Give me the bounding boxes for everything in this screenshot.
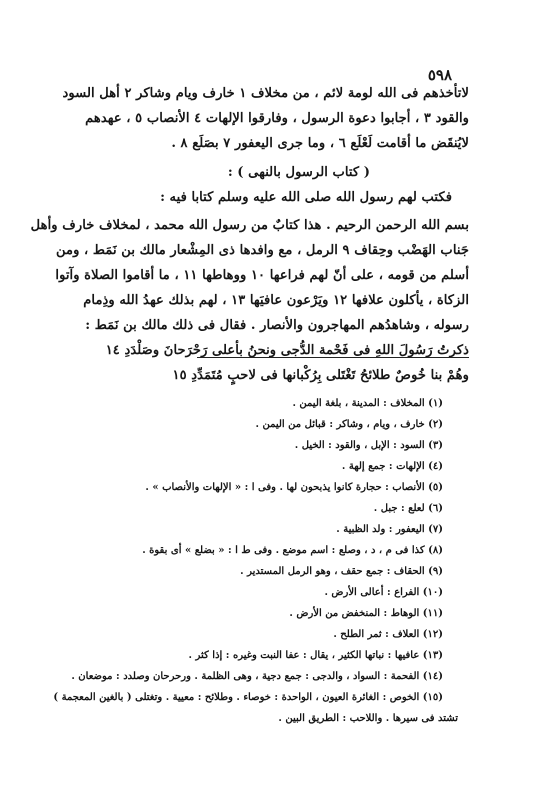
footnote: (١١) الوهاط : المنخفض من الأرض . bbox=[289, 608, 443, 619]
text-line: الزكاة ، يأكلون علافها ١٢ ويَرْعون عافيَها ١٣ ، لهم بذلك عهدُ الله وذِمام bbox=[83, 293, 469, 308]
text-line: بسم الله الرحمن الرحيم . هذا كتابٌ من رسول الله محمد ، لمخلاف خارف وأهل bbox=[30, 218, 469, 233]
footnote: تشتد فى سيرها . واللاحب : الطريق البين . bbox=[278, 713, 458, 724]
footnote: (١٣) عافيها : نباتها الكثير ، يقال : عفا النبت وغيره : إذا كثر . bbox=[188, 650, 443, 661]
footnote: (٤) الإلهات : جمع إلهة . bbox=[341, 461, 443, 472]
footnote-divider bbox=[197, 357, 469, 358]
footnote: (١٠) الفراع : أعالى الأرض . bbox=[324, 587, 443, 598]
text-line: ذكرتُ رَسُولَ اللهِ فى فَحْمة الدُّجى ونحنُ بأعلى رَحْرَحانَ وصَلْدَدِ ١٤ bbox=[105, 343, 469, 358]
footnote: (١٥) الخوص : الغائرة العيون ، الواحدة : خوصاء . وطلائح : معيية . وتغتلى ( بالغين المعجمة ) bbox=[53, 692, 443, 703]
page-number: ٥٩٨ bbox=[427, 66, 452, 84]
footnote: (١٢) العلاف : ثمر الطلح . bbox=[333, 629, 443, 640]
footnote: (١) المخلاف : المدينة ، بلغة اليمن . bbox=[292, 398, 443, 409]
footnote: (٦) لعلع : جبل . bbox=[373, 503, 443, 514]
text-line: أسلم من قومه ، على أنّ لهم فراعها ١٠ ووهاطها ١١ ، ما أقاموا الصلاة وآتوا bbox=[55, 268, 469, 283]
footnote: (٧) اليعفور : ولد الظبية . bbox=[336, 524, 443, 535]
footnote: (٩) الحقاف : جمع حقف ، وهو الرمل المستدير . bbox=[240, 566, 443, 577]
text-line: فكتب لهم رسول الله صلى الله عليه وسلم كتابا فيه : bbox=[160, 190, 452, 205]
footnote: (٢) خارف ، ويام ، وشاكر : قبائل من اليمن . bbox=[255, 419, 443, 430]
text-line: لاتأخذهم فى الله لومة لائم ، من مخلاف ١ خارف ويام وشاكر ٢ أهل السود bbox=[62, 86, 469, 101]
footnote: (٣) السود : الإبل ، والقود : الخيل . bbox=[294, 440, 443, 451]
text-line: لايُنقَض ما أقامت لَعْلَع ٦ ، وما جرى اليعفور ٧ بصَلَع ٨ . bbox=[171, 136, 469, 151]
footnote: (١٤) الفحمة : السواد ، والدجى : جمع دجية ، وهى الظلمة . ورحرحان وصلدد : موضعان . bbox=[71, 671, 443, 682]
text-line: ( كتاب الرسول بالنهى ) : bbox=[227, 165, 370, 180]
text-line: رسوله ، وشاهدُهم المهاجرون والأنصار . فقال فى ذلك مالك بن نَمَط : bbox=[85, 318, 469, 333]
text-line: جَناب الهَضْب وحِقاف ٩ الرمل ، مع وافدها ذى المِشْعار مالك بن نَمَط ، ومن bbox=[55, 243, 469, 258]
footnote: (٥) الأنصاب : حجارة كانوا يذبحون لها . وفى ا : « الإلهات والأنصاب » . bbox=[145, 482, 443, 493]
text-line: والقود ٣ ، أجابوا دعوة الرسول ، وفارقوا الإلهات ٤ الأنصاب ٥ ، عهدهم bbox=[85, 111, 469, 126]
text-line: وهُمْ بنا خُوصٌ طلائحُ تَغْتَلى بِرُكْبانها فى لاحبٍ مُتَمَدِّدِ ١٥ bbox=[172, 368, 469, 383]
footnote: (٨) كذا فى م ، د ، وصلع : اسم موضع . وفى ط ا : « بضلع » أى بقوة . bbox=[142, 545, 443, 556]
